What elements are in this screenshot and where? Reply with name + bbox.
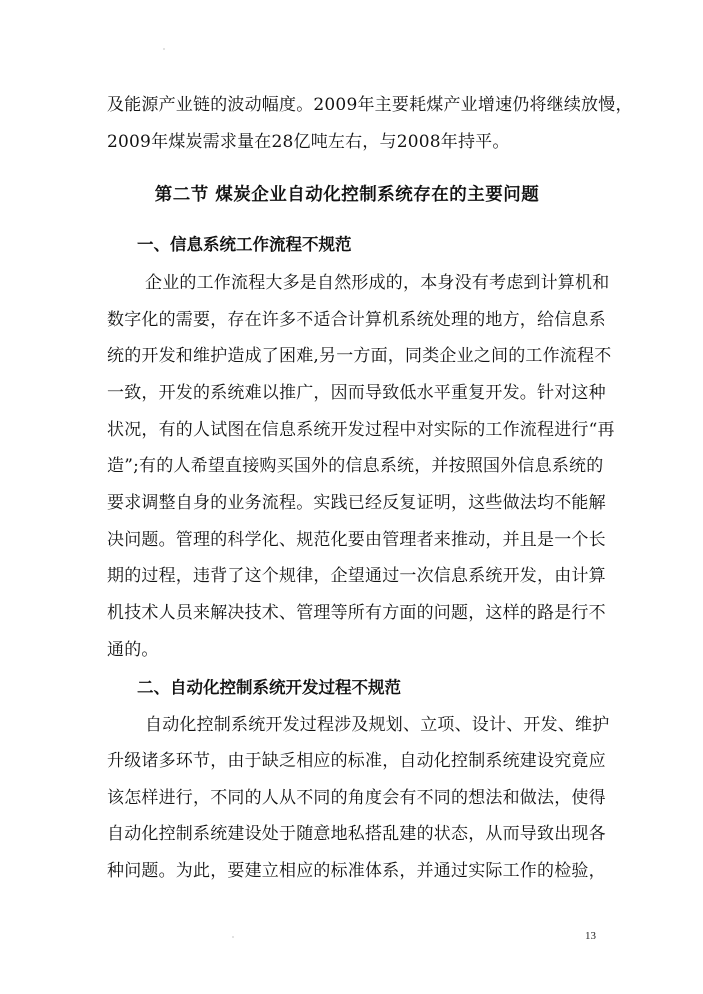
subsection-title: 二、自动化控制系统开发过程不规范 [137,678,401,697]
paragraph-line: 种问题。为此，要建立相应的标准体系，并通过实际工作的检验， [107,861,606,881]
paragraph-line: 2009年煤炭需求量在28亿吨左右，与2008年持平。 [107,132,510,152]
paragraph-line: 造”;有的人希望直接购买国外的信息系统，并按照国外信息系统的 [107,456,604,476]
paragraph-line: 企业的工作流程大多是自然形成的，本身没有考虑到计算机和 [145,273,610,293]
page-number: 13 [585,930,596,942]
paragraph-line: 统的开发和维护造成了困难,另一方面，同类企业之间的工作流程不 [107,346,612,366]
subsection-title: 一、信息系统工作流程不规范 [137,235,352,254]
paragraph-line: 及能源产业链的波动幅度。2009年主要耗煤产业增速仍将继续放慢， [107,95,633,115]
section-title: 第二节 煤炭企业自动化控制系统存在的主要问题 [154,185,540,205]
paragraph-line: 数字化的需要，存在许多不适合计算机系统处理的地方，给信息系 [107,310,606,330]
paragraph-line: 要求调整自身的业务流程。实践已经反复证明，这些做法均不能解 [107,493,606,513]
paragraph-line: 自动化控制系统建设处于随意地私搭乱建的状态，从而导致出现各 [107,824,606,844]
paragraph-line: 一致，开发的系统难以推广，因而导致低水平重复开发。针对这种 [107,383,606,403]
paragraph-line: 决问题。管理的科学化、规范化要由管理者来推动，并且是一个长 [107,530,606,550]
scan-speck [232,936,234,938]
paragraph-line: 状况，有的人试图在信息系统开发过程中对实际的工作流程进行“再 [107,420,615,440]
paragraph-line: 期的过程，违背了这个规律，企望通过一次信息系统开发，由计算 [107,566,606,586]
paragraph-line: 通的。 [107,640,159,660]
paragraph-line: 机技术人员来解决技术、管理等所有方面的问题，这样的路是行不 [107,603,606,623]
paragraph-line: 升级诸多环节，由于缺乏相应的标准，自动化控制系统建设究竟应 [107,751,606,771]
paragraph-line: 该怎样进行，不同的人从不同的角度会有不同的想法和做法，使得 [107,788,606,808]
scan-speck [163,48,165,50]
paragraph-line: 自动化控制系统开发过程涉及规划、立项、设计、开发、维护 [145,715,610,735]
